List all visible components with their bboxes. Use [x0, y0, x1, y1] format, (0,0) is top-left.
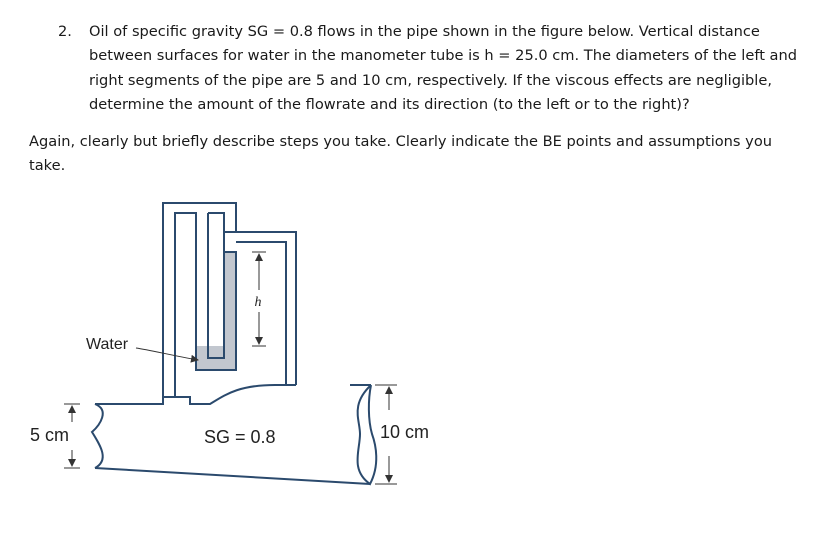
manometer-water [196, 252, 236, 370]
pipe-right-break [358, 385, 377, 484]
h-label: h [254, 295, 262, 310]
water-label: Water [86, 336, 129, 353]
water-leader-line [136, 348, 198, 360]
left-diameter-label: 5 cm [30, 425, 70, 445]
right-diameter-label: 10 cm [380, 422, 430, 442]
problem-line: between surfaces for water in the manometer tube is h = 25.0 cm. The diameters of the left and [89, 47, 798, 65]
problem-line: determine the amount of the flowrate and its direction (to the left or to the right)? [89, 96, 690, 114]
instructions-line: take. [29, 157, 66, 175]
pipe-left-break [92, 404, 103, 468]
sg-label: SG = 0.8 [204, 427, 276, 447]
problem-line: right segments of the pipe are 5 and 10 cm, respectively. If the viscous effects are negligible, [89, 71, 772, 89]
problem-line: Oil of specific gravity SG = 0.8 flows in the pipe shown in the figure below. Vertical distance [89, 23, 760, 40]
problem-number: 2. [58, 23, 72, 40]
instructions-line: Again, clearly but briefly describe steps you take. Clearly indicate the BE points and assumptions you [29, 133, 772, 150]
